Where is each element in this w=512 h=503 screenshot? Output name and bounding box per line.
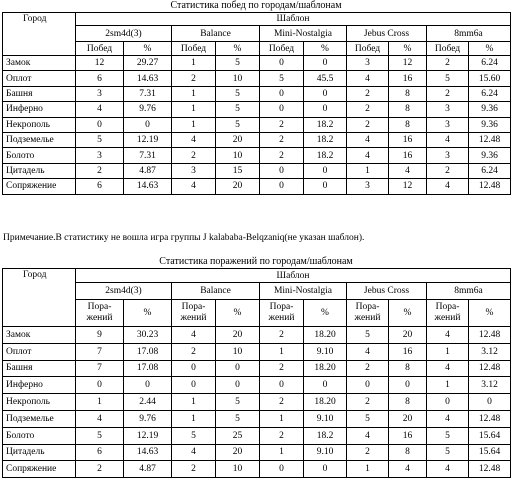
percent-cell: 14.63 bbox=[124, 444, 172, 461]
percent-cell: 17.08 bbox=[124, 360, 172, 377]
count-cell: 2 bbox=[172, 71, 216, 86]
table-row bbox=[3, 132, 511, 147]
percent-cell: 10 bbox=[216, 461, 260, 478]
percent-cell: 9.76 bbox=[124, 102, 172, 117]
percent-cell: 9.36 bbox=[469, 117, 511, 132]
percent-cell: 6.24 bbox=[469, 163, 511, 178]
count-cell: 3 bbox=[427, 148, 469, 163]
defeats-subheader: Пора-жений bbox=[427, 300, 469, 327]
city-cell: Башня bbox=[3, 86, 76, 101]
template-header-cell: Mini-Nostalgia bbox=[260, 26, 347, 42]
city-cell: Сопряжение bbox=[3, 179, 76, 194]
count-cell: 3 bbox=[427, 102, 469, 117]
defeats-subheader: Пора-жений bbox=[260, 300, 304, 327]
count-cell: 0 bbox=[76, 377, 124, 394]
count-cell: 1 bbox=[172, 56, 216, 71]
count-cell: 4 bbox=[347, 427, 389, 444]
count-cell: 1 bbox=[172, 86, 216, 101]
percent-cell: 15 bbox=[216, 163, 260, 178]
template-header-cell: 8mm6a bbox=[427, 26, 511, 42]
count-cell: 2 bbox=[172, 148, 216, 163]
count-cell: 6 bbox=[76, 71, 124, 86]
percent-cell: 0 bbox=[389, 377, 427, 394]
count-cell: 0 bbox=[260, 56, 304, 71]
table2-caption: Статистика поражений по городам/шаблонам bbox=[159, 256, 353, 267]
count-cell: 1 bbox=[347, 461, 389, 478]
template-header-cell: 2sm4d(3) bbox=[76, 283, 172, 300]
city-cell: Подземелье bbox=[3, 410, 76, 427]
percent-cell: 9.10 bbox=[304, 410, 347, 427]
count-cell: 4 bbox=[427, 461, 469, 478]
percent-cell: 10 bbox=[216, 71, 260, 86]
count-cell: 3 bbox=[172, 163, 216, 178]
percent-cell: 3.12 bbox=[469, 343, 511, 360]
percent-cell: 16 bbox=[389, 148, 427, 163]
percent-cell: 4 bbox=[389, 163, 427, 178]
count-cell: 5 bbox=[347, 410, 389, 427]
count-cell: 2 bbox=[76, 163, 124, 178]
city-cell: Цитадель bbox=[3, 444, 76, 461]
city-cell: Оплот bbox=[3, 71, 76, 86]
table-row bbox=[3, 148, 511, 163]
count-cell: 1 bbox=[172, 117, 216, 132]
percent-cell: 9.36 bbox=[469, 102, 511, 117]
percent-cell: 7.31 bbox=[124, 148, 172, 163]
table-row bbox=[3, 377, 511, 394]
percent-cell: 0 bbox=[216, 360, 260, 377]
count-cell: 0 bbox=[260, 163, 304, 178]
percent-cell: 4.87 bbox=[124, 461, 172, 478]
template-header-cell: 8mm6a bbox=[427, 283, 511, 300]
percent-cell: 20 bbox=[216, 132, 260, 147]
count-cell: 3 bbox=[427, 117, 469, 132]
count-cell: 2 bbox=[427, 86, 469, 101]
city-cell: Инферно bbox=[3, 102, 76, 117]
percent-cell: 0 bbox=[124, 117, 172, 132]
table1-note: Примечание.В статистику не вошла игра группы J kalababa-Belqzaniq(не указан шаблон). bbox=[3, 233, 365, 243]
percent-subheader: % bbox=[304, 42, 347, 56]
count-cell: 1 bbox=[260, 444, 304, 461]
percent-cell: 8 bbox=[389, 102, 427, 117]
count-cell: 2 bbox=[172, 343, 216, 360]
count-cell: 3 bbox=[76, 148, 124, 163]
count-cell: 2 bbox=[347, 444, 389, 461]
count-cell: 4 bbox=[427, 360, 469, 377]
count-cell: 2 bbox=[427, 56, 469, 71]
city-cell: Замок bbox=[3, 327, 76, 344]
percent-cell: 8 bbox=[389, 360, 427, 377]
table-row bbox=[3, 163, 511, 178]
count-cell: 1 bbox=[76, 394, 124, 411]
count-cell: 2 bbox=[347, 394, 389, 411]
count-cell: 4 bbox=[427, 179, 469, 194]
count-cell: 1 bbox=[260, 410, 304, 427]
percent-cell: 18.2 bbox=[304, 427, 347, 444]
percent-cell: 10 bbox=[216, 343, 260, 360]
percent-cell: 12.19 bbox=[124, 427, 172, 444]
percent-cell: 20 bbox=[216, 179, 260, 194]
percent-cell: 0 bbox=[304, 102, 347, 117]
percent-cell: 2.44 bbox=[124, 394, 172, 411]
count-cell: 0 bbox=[76, 117, 124, 132]
city-cell: Башня bbox=[3, 360, 76, 377]
city-header: Город bbox=[3, 269, 76, 327]
city-cell: Замок bbox=[3, 56, 76, 71]
percent-cell: 8 bbox=[389, 394, 427, 411]
count-cell: 4 bbox=[347, 343, 389, 360]
percent-cell: 29.27 bbox=[124, 56, 172, 71]
percent-cell: 18.20 bbox=[304, 394, 347, 411]
template-header-cell: Balance bbox=[172, 26, 260, 42]
count-cell: 3 bbox=[347, 179, 389, 194]
count-cell: 4 bbox=[427, 132, 469, 147]
percent-cell: 18.2 bbox=[304, 117, 347, 132]
count-cell: 4 bbox=[347, 71, 389, 86]
defeats-table-body bbox=[3, 327, 511, 478]
percent-cell: 18.20 bbox=[304, 360, 347, 377]
percent-cell: 0 bbox=[304, 179, 347, 194]
count-cell: 5 bbox=[260, 71, 304, 86]
percent-cell: 8 bbox=[389, 117, 427, 132]
count-cell: 0 bbox=[260, 377, 304, 394]
count-cell: 5 bbox=[427, 444, 469, 461]
template-header-cell: Jebus Cross bbox=[347, 283, 427, 300]
percent-cell: 5 bbox=[216, 117, 260, 132]
table-row bbox=[3, 71, 511, 86]
city-cell: Болото bbox=[3, 427, 76, 444]
count-cell: 1 bbox=[172, 394, 216, 411]
percent-subheader: % bbox=[216, 42, 260, 56]
count-cell: 4 bbox=[172, 444, 216, 461]
percent-cell: 12.48 bbox=[469, 132, 511, 147]
table-row bbox=[3, 410, 511, 427]
victories-table bbox=[2, 12, 511, 195]
count-cell: 7 bbox=[76, 360, 124, 377]
count-cell: 4 bbox=[172, 132, 216, 147]
count-cell: 2 bbox=[347, 86, 389, 101]
percent-cell: 9.10 bbox=[304, 343, 347, 360]
template-header-cell: Jebus Cross bbox=[347, 26, 427, 42]
percent-cell: 0 bbox=[469, 394, 511, 411]
percent-cell: 16 bbox=[389, 132, 427, 147]
percent-cell: 0 bbox=[124, 377, 172, 394]
count-cell: 4 bbox=[427, 327, 469, 344]
count-cell: 2 bbox=[260, 148, 304, 163]
percent-cell: 20 bbox=[216, 444, 260, 461]
city-cell: Цитадель bbox=[3, 163, 76, 178]
percent-cell: 16 bbox=[389, 427, 427, 444]
count-cell: 2 bbox=[260, 427, 304, 444]
city-cell: Оплот bbox=[3, 343, 76, 360]
percent-cell: 10 bbox=[216, 148, 260, 163]
count-cell: 2 bbox=[260, 360, 304, 377]
percent-cell: 18.2 bbox=[304, 148, 347, 163]
percent-cell: 0 bbox=[304, 377, 347, 394]
count-cell: 1 bbox=[172, 102, 216, 117]
percent-cell: 12 bbox=[389, 179, 427, 194]
city-cell: Сопряжение bbox=[3, 461, 76, 478]
percent-cell: 20 bbox=[389, 410, 427, 427]
percent-subheader: % bbox=[124, 42, 172, 56]
count-cell: 3 bbox=[347, 56, 389, 71]
percent-cell: 9.36 bbox=[469, 148, 511, 163]
count-cell: 1 bbox=[347, 163, 389, 178]
count-cell: 9 bbox=[76, 327, 124, 344]
city-cell: Болото bbox=[3, 148, 76, 163]
count-cell: 2 bbox=[427, 163, 469, 178]
percent-cell: 0 bbox=[304, 461, 347, 478]
percent-cell: 0 bbox=[216, 377, 260, 394]
count-cell: 0 bbox=[260, 179, 304, 194]
table-row bbox=[3, 86, 511, 101]
count-cell: 4 bbox=[347, 132, 389, 147]
percent-cell: 5 bbox=[216, 394, 260, 411]
count-cell: 6 bbox=[76, 444, 124, 461]
percent-cell: 12.19 bbox=[124, 132, 172, 147]
template-header-cell: Mini-Nostalgia bbox=[260, 283, 347, 300]
percent-cell: 8 bbox=[389, 444, 427, 461]
count-cell: 1 bbox=[427, 343, 469, 360]
percent-subheader: % bbox=[304, 300, 347, 327]
percent-cell: 9.76 bbox=[124, 410, 172, 427]
count-cell: 4 bbox=[172, 179, 216, 194]
wins-subheader: Побед bbox=[260, 42, 304, 56]
table-row bbox=[3, 179, 511, 194]
defeats-table bbox=[2, 268, 511, 478]
percent-cell: 9.10 bbox=[304, 444, 347, 461]
percent-cell: 7.31 bbox=[124, 86, 172, 101]
template-header: Шаблон bbox=[76, 269, 511, 283]
table-row bbox=[3, 117, 511, 132]
percent-cell: 0 bbox=[304, 56, 347, 71]
percent-cell: 15.64 bbox=[469, 444, 511, 461]
count-cell: 5 bbox=[172, 427, 216, 444]
percent-subheader: % bbox=[216, 300, 260, 327]
count-cell: 7 bbox=[76, 343, 124, 360]
wins-subheader: Побед bbox=[172, 42, 216, 56]
count-cell: 1 bbox=[427, 377, 469, 394]
percent-cell: 15.64 bbox=[469, 427, 511, 444]
percent-cell: 16 bbox=[389, 343, 427, 360]
percent-cell: 4 bbox=[389, 461, 427, 478]
defeats-subheader: Пора-жений bbox=[172, 300, 216, 327]
victories-table-body bbox=[3, 56, 511, 195]
count-cell: 0 bbox=[260, 86, 304, 101]
table-row bbox=[3, 56, 511, 71]
percent-cell: 45.5 bbox=[304, 71, 347, 86]
table-row bbox=[3, 102, 511, 117]
percent-cell: 5 bbox=[216, 86, 260, 101]
table-row bbox=[3, 360, 511, 377]
count-cell: 2 bbox=[260, 117, 304, 132]
count-cell: 2 bbox=[347, 117, 389, 132]
count-cell: 5 bbox=[76, 427, 124, 444]
city-header: Город bbox=[3, 13, 76, 56]
count-cell: 2 bbox=[76, 461, 124, 478]
percent-subheader: % bbox=[389, 42, 427, 56]
percent-cell: 16 bbox=[389, 71, 427, 86]
percent-cell: 15.60 bbox=[469, 71, 511, 86]
template-header-cell: 2sm4d(3) bbox=[76, 26, 172, 42]
percent-cell: 12.48 bbox=[469, 410, 511, 427]
percent-cell: 4.87 bbox=[124, 163, 172, 178]
count-cell: 4 bbox=[172, 327, 216, 344]
count-cell: 6 bbox=[76, 179, 124, 194]
percent-cell: 14.63 bbox=[124, 179, 172, 194]
count-cell: 4 bbox=[76, 410, 124, 427]
percent-cell: 20 bbox=[389, 327, 427, 344]
count-cell: 5 bbox=[427, 427, 469, 444]
percent-cell: 6.24 bbox=[469, 86, 511, 101]
count-cell: 0 bbox=[260, 102, 304, 117]
percent-cell: 0 bbox=[304, 86, 347, 101]
count-cell: 0 bbox=[427, 394, 469, 411]
count-cell: 0 bbox=[347, 377, 389, 394]
table-row bbox=[3, 343, 511, 360]
percent-subheader: % bbox=[469, 42, 511, 56]
percent-cell: 0 bbox=[304, 163, 347, 178]
count-cell: 5 bbox=[347, 327, 389, 344]
count-cell: 0 bbox=[172, 377, 216, 394]
percent-cell: 5 bbox=[216, 102, 260, 117]
table-row bbox=[3, 427, 511, 444]
wins-subheader: Побед bbox=[76, 42, 124, 56]
percent-cell: 25 bbox=[216, 427, 260, 444]
city-cell: Некрополь bbox=[3, 117, 76, 132]
count-cell: 0 bbox=[260, 461, 304, 478]
count-cell: 2 bbox=[260, 327, 304, 344]
percent-cell: 5 bbox=[216, 56, 260, 71]
percent-cell: 20 bbox=[216, 327, 260, 344]
count-cell: 1 bbox=[172, 410, 216, 427]
percent-cell: 14.63 bbox=[124, 71, 172, 86]
count-cell: 2 bbox=[260, 394, 304, 411]
count-cell: 2 bbox=[347, 102, 389, 117]
percent-subheader: % bbox=[124, 300, 172, 327]
table-row bbox=[3, 461, 511, 478]
percent-cell: 18.2 bbox=[304, 132, 347, 147]
count-cell: 5 bbox=[76, 132, 124, 147]
percent-cell: 30.23 bbox=[124, 327, 172, 344]
percent-subheader: % bbox=[469, 300, 511, 327]
table-row bbox=[3, 394, 511, 411]
count-cell: 1 bbox=[260, 343, 304, 360]
count-cell: 4 bbox=[427, 410, 469, 427]
template-header-cell: Balance bbox=[172, 283, 260, 300]
template-header: Шаблон bbox=[76, 13, 511, 26]
percent-cell: 12.48 bbox=[469, 461, 511, 478]
count-cell: 2 bbox=[347, 360, 389, 377]
count-cell: 2 bbox=[172, 461, 216, 478]
table1-caption: Статистика побед по городам/шаблонам bbox=[170, 0, 342, 11]
percent-subheader: % bbox=[389, 300, 427, 327]
count-cell: 3 bbox=[76, 86, 124, 101]
city-cell: Подземелье bbox=[3, 132, 76, 147]
count-cell: 0 bbox=[172, 360, 216, 377]
count-cell: 4 bbox=[347, 148, 389, 163]
city-cell: Инферно bbox=[3, 377, 76, 394]
count-cell: 5 bbox=[427, 71, 469, 86]
percent-cell: 5 bbox=[216, 410, 260, 427]
percent-cell: 17.08 bbox=[124, 343, 172, 360]
table-row bbox=[3, 444, 511, 461]
count-cell: 4 bbox=[76, 102, 124, 117]
defeats-subheader: Пора-жений bbox=[347, 300, 389, 327]
percent-cell: 12.48 bbox=[469, 360, 511, 377]
count-cell: 2 bbox=[260, 132, 304, 147]
wins-subheader: Побед bbox=[347, 42, 389, 56]
percent-cell: 12.48 bbox=[469, 327, 511, 344]
count-cell: 12 bbox=[76, 56, 124, 71]
defeats-subheader: Пора-жений bbox=[76, 300, 124, 327]
percent-cell: 12 bbox=[389, 56, 427, 71]
percent-cell: 18.20 bbox=[304, 327, 347, 344]
percent-cell: 8 bbox=[389, 86, 427, 101]
percent-cell: 12.48 bbox=[469, 179, 511, 194]
city-cell: Некрополь bbox=[3, 394, 76, 411]
wins-subheader: Побед bbox=[427, 42, 469, 56]
percent-cell: 3.12 bbox=[469, 377, 511, 394]
table-row bbox=[3, 327, 511, 344]
percent-cell: 6.24 bbox=[469, 56, 511, 71]
